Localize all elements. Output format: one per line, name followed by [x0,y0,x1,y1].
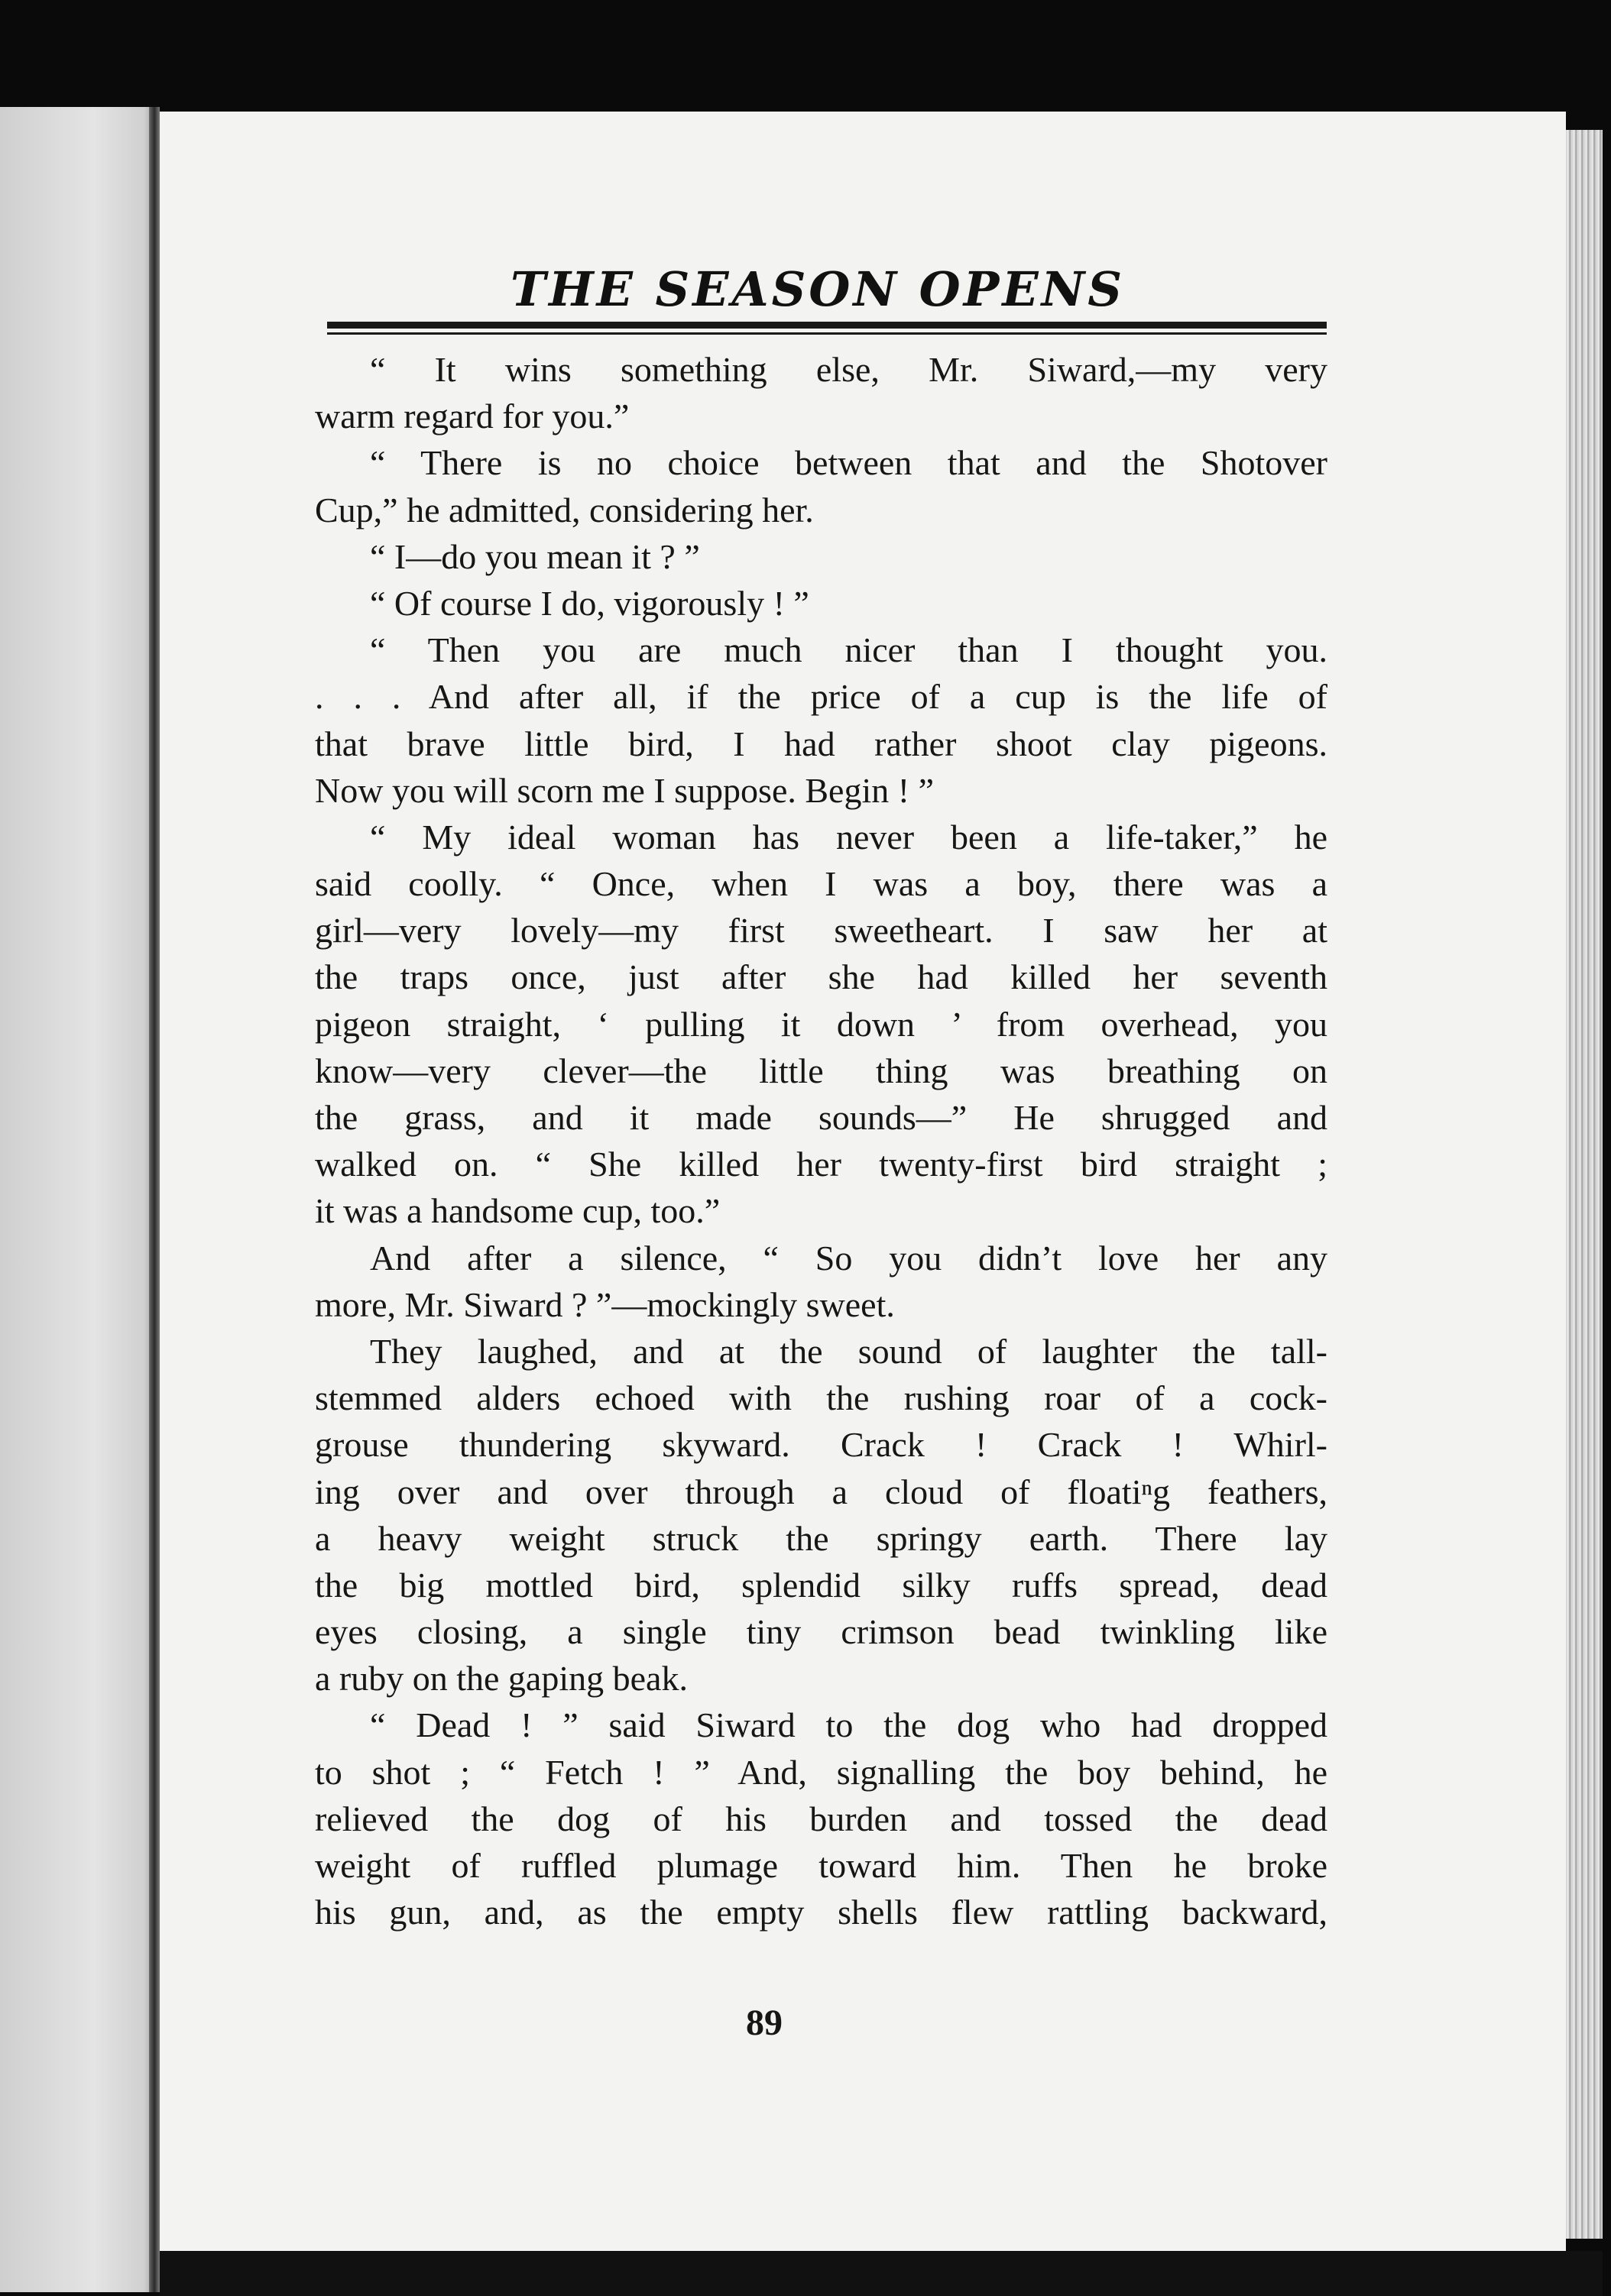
page-stack-edge [1566,130,1603,2239]
text-line: Now you will scorn me I suppose. Begin ! ” [315,770,934,810]
text-line: They laughed, and at the sound of laughter the tall- [370,1331,1327,1371]
header-rule-thin [327,332,1327,335]
text-line: it was a handsome cup, too.” [315,1191,721,1231]
body-text [315,346,1327,1935]
text-line: “ My ideal woman has never been a life-taker,” he [370,817,1327,857]
text-line: the big mottled bird, splendid silky ruffs spread, dead [315,1565,1327,1605]
text-line: relieved the dog of his burden and tossed the dead [315,1799,1327,1838]
text-line: “ Of course I do, vigorously ! ” [370,583,809,623]
text-line: that brave little bird, I had rather shoot clay pigeons. [315,724,1327,763]
text-line: And after a silence, “ So you didn’t love her any [370,1238,1327,1278]
text-line: eyes closing, a single tiny crimson bead twinkling like [315,1612,1327,1652]
text-line: “ There is no choice between that and the Shotover [370,443,1327,483]
text-line: his gun, and, as the empty shells flew rattling backward, [315,1893,1327,1932]
text-line: girl—very lovely—my first sweetheart. I saw her at [315,911,1327,950]
text-line: a ruby on the gaping beak. [315,1659,688,1699]
scan-background [160,2251,1603,2296]
text-line: walked on. “ She killed her twenty-first bird straight ; [315,1145,1327,1184]
text-line: a heavy weight struck the springy earth. There lay [315,1518,1327,1558]
running-head: THE SEASON OPENS [510,261,1126,317]
book-gutter [149,107,160,2292]
text-line: weight of ruffled plumage toward him. Then he broke [315,1846,1327,1885]
text-line: “ I—do you mean it ? ” [370,536,700,576]
header-rule-thick [327,322,1327,329]
text-line: the traps once, just after she had killed her seventh [315,957,1327,997]
text-line: ing over and over through a cloud of floatiⁿg feathers, [315,1472,1327,1511]
facing-page-edge [0,107,157,2292]
page-number: 89 [746,2003,783,2043]
text-line: Cup,” he admitted, considering her. [315,490,814,529]
text-line: stemmed alders echoed with the rushing roar of a cock- [315,1378,1327,1418]
text-line: “ Dead ! ” said Siward to the dog who had dropped [370,1705,1327,1745]
text-line: pigeon straight, ‘ pulling it down ’ from overhead, you [315,1004,1327,1044]
text-line: the grass, and it made sounds—” He shrugged and [315,1098,1327,1137]
text-line: . . . And after all, if the price of a cup is the life of [315,677,1327,717]
text-line: “ Then you are much nicer than I thought you. [370,630,1327,670]
text-line: more, Mr. Siward ? ”—mockingly sweet. [315,1284,895,1324]
text-line: grouse thundering skyward. Crack ! Crack ! Whirl- [315,1425,1327,1465]
text-line: said coolly. “ Once, when I was a boy, there was a [315,864,1327,904]
text-line: to shot ; “ Fetch ! ” And, signalling the boy behind, he [315,1752,1327,1792]
text-line: warm regard for you.” [315,397,630,436]
text-line: know—very clever—the little thing was breathing on [315,1051,1327,1090]
text-line: “ It wins something else, Mr. Siward,—my very [370,350,1327,389]
